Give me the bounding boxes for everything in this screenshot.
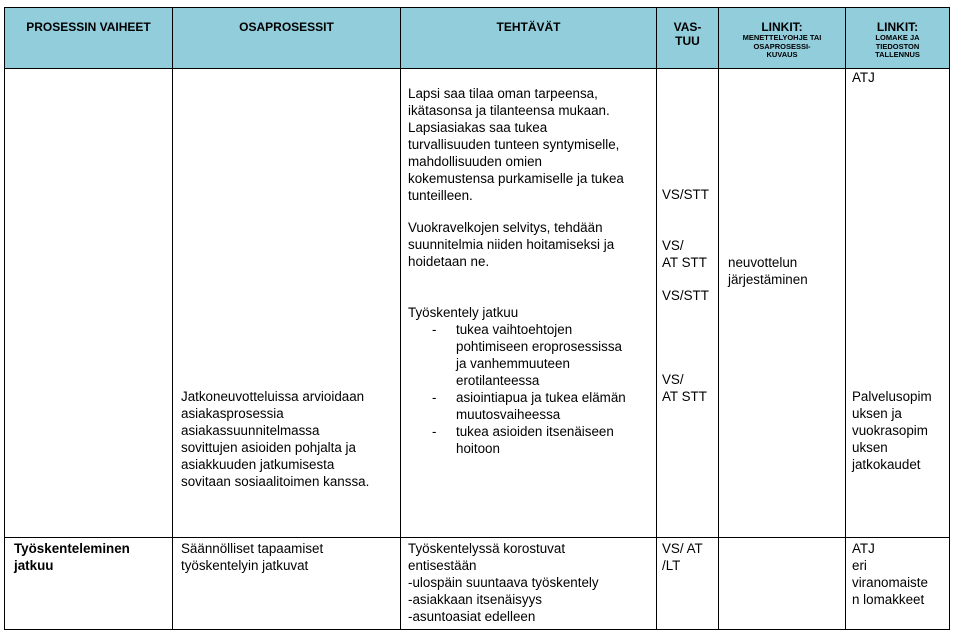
row2-resp: VS/ AT /LT	[662, 541, 703, 573]
row1-bullet-independence: tukea asioiden itsenäiseen hoitoon	[456, 424, 614, 456]
row1-task-work-continues: Työskentely jatkuu	[408, 305, 519, 320]
header-links-form	[845, 7, 950, 69]
grid-line	[656, 68, 657, 630]
row2-phase: Työskenteleminen jatkuu	[14, 541, 130, 573]
header-responsible	[656, 7, 719, 69]
row1-resp-4: VS/ AT STT	[662, 372, 707, 404]
header-links-form-title: LINKIT:	[876, 20, 919, 34]
header-links-procedure	[718, 7, 846, 69]
row2-subprocess: Säännölliset tapaamiset työskentelyin jatkuvat	[181, 541, 324, 573]
grid-line	[845, 68, 846, 630]
grid-line	[949, 68, 950, 630]
row1-link-form-top: ATJ	[852, 70, 875, 85]
grid-line	[718, 68, 719, 630]
row1-task-rent-debt: Vuokravelkojen selvitys, tehdään suunnitelmia niiden hoitamiseksi ja hoidetaan ne.	[408, 220, 615, 269]
header-phases-label: PROSESSIN VAIHEET	[26, 20, 151, 34]
table-bottom-border	[4, 629, 950, 630]
row1-bullet-alternatives: tukea vaihtoehtojen pohtimiseen eroprosessissa ja vanhemmuuteen erotilanteessa	[456, 322, 622, 388]
row2-tasks: Työskentelyssä korostuvat entisestään -ulospäin suuntaava työskentely -asiakkaan itsenäisyys -asuntoasiat edelleen	[408, 541, 599, 624]
row1-link-form-bottom: Palvelusopim uksen ja vuokrasopim uksen jatkokaudet	[852, 389, 932, 472]
header-links-procedure-sub: MENETTELYOHJE TAI OSAPROSESSI- KUVAUS	[742, 33, 822, 59]
row1-link-procedure: neuvottelun järjestäminen	[728, 255, 808, 287]
row-divider	[4, 537, 950, 538]
row1-resp-3: VS/STT	[662, 288, 709, 303]
bullet-dash: -	[432, 322, 437, 337]
grid-line	[400, 68, 401, 630]
header-responsible-label: VAS- TUU	[673, 20, 702, 48]
header-subprocesses	[172, 7, 401, 69]
row2-link-form: ATJ eri viranomaiste n lomakkeet	[852, 541, 928, 607]
grid-line	[4, 68, 5, 630]
header-tasks-label: TEHTÄVÄT	[496, 20, 561, 34]
header-tasks	[400, 7, 657, 69]
bullet-dash: -	[432, 424, 437, 439]
header-links-form-sub: LOMAKE JA TIEDOSTON TALLENNUS	[875, 33, 920, 59]
grid-line	[172, 68, 173, 630]
row1-subprocess: Jatkoneuvotteluissa arvioidaan asiakasprosessia asiakassuunnitelmassa sovittujen asioiden pohjalta ja asiakkuuden jatkumisesta sovitaan sosiaalitoimen kanssa.	[181, 389, 370, 489]
header-subprocesses-label: OSAPROSESSIT	[239, 20, 334, 34]
row1-resp-2: VS/ AT STT	[662, 238, 707, 270]
row1-task-child-support: Lapsi saa tilaa oman tarpeensa, ikätasonsa ja tilanteensa mukaan. Lapsiasiakas saa tukea turvallisuuden tunteen syntymiselle, mahdollisuuden omien kokemustensa purkamiselle ja tukea tunteilleen.	[408, 86, 624, 203]
bullet-dash: -	[432, 390, 437, 405]
row1-bullet-errand-help: asiointiapua ja tukea elämän muutosvaiheessa	[456, 390, 626, 422]
header-phases	[4, 7, 173, 69]
process-table	[4, 7, 950, 630]
row1-resp-1: VS/STT	[662, 187, 709, 202]
header-links-procedure-title: LINKIT:	[761, 20, 803, 34]
